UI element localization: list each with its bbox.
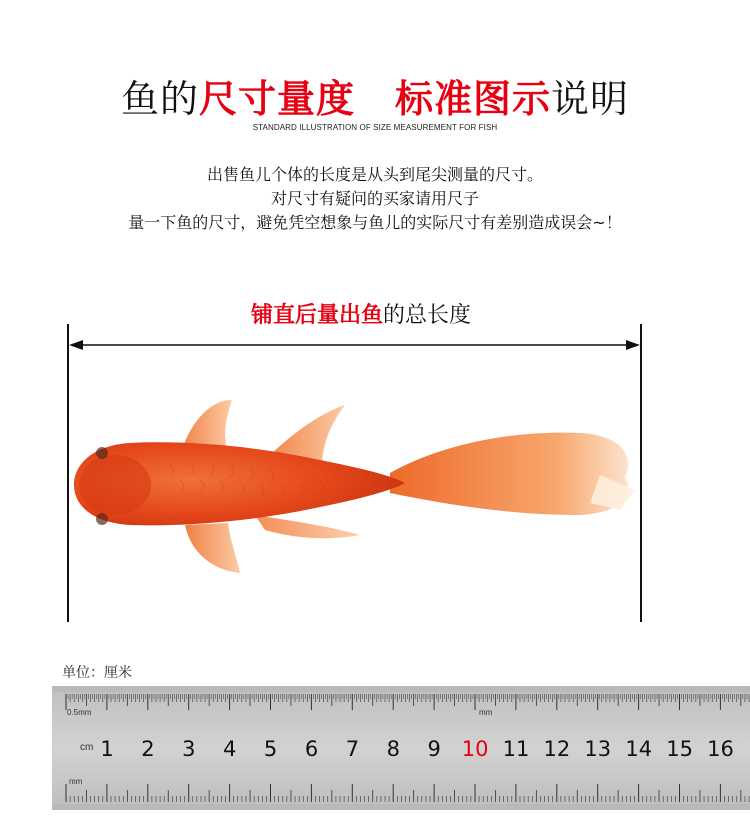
- ruler-cm-label: cm: [80, 742, 94, 753]
- ruler-number: 10: [461, 737, 489, 761]
- ruler-number: 6: [304, 737, 319, 761]
- ruler-number: 2: [141, 737, 155, 761]
- ruler-number: 9: [427, 737, 441, 761]
- ruler-number: 1: [100, 737, 114, 761]
- description-line-1: 出售鱼儿个体的长度是从头到尾尖测量的尺寸。: [206, 165, 543, 184]
- fish-photo: [60, 385, 650, 585]
- ruler-number: 15: [666, 737, 693, 761]
- ruler-number: 4: [223, 737, 237, 761]
- page-title: [0, 68, 750, 123]
- title-part-1: 鱼的: [120, 77, 199, 121]
- ruler-number: 16: [707, 737, 734, 761]
- double-arrow-icon: [67, 336, 642, 354]
- ruler-number: 7: [345, 737, 360, 761]
- ruler-number: 14: [625, 737, 653, 761]
- description-line-3: 量一下鱼的尺寸，避免凭空想象与鱼儿的实际尺寸有差别造成误会~！: [128, 213, 622, 232]
- title-part-2: 尺寸量度: [198, 77, 355, 121]
- unit-label: 单位：厘米: [62, 665, 132, 681]
- ruler-scale: [52, 686, 750, 810]
- ruler-number: 13: [584, 737, 612, 761]
- ruler-mm-label-top: mm: [479, 708, 493, 717]
- description-line-2: 对尺寸有疑问的买家请用尺子: [270, 189, 479, 208]
- title-part-4: 说明: [551, 77, 630, 121]
- ruler-mm-label-bottom: mm: [69, 777, 83, 786]
- ruler-number: 5: [263, 737, 278, 761]
- measure-label-rest: 的总长度: [383, 303, 472, 328]
- ruler-number: 3: [182, 737, 196, 761]
- title-part-3: 标准图示: [395, 77, 552, 121]
- ruler-number: 12: [543, 737, 571, 761]
- measure-label-highlight: 铺直后量出鱼: [250, 303, 383, 328]
- ruler-number: 8: [386, 737, 400, 761]
- ruler-band: [52, 804, 750, 810]
- ruler-half-mm-label: 0.5mm: [67, 708, 92, 717]
- ruler: [52, 686, 750, 810]
- ruler-band: [52, 686, 750, 692]
- measure-label: [0, 298, 722, 329]
- ruler-number: 11: [502, 737, 530, 761]
- subtitle: STANDARD ILLUSTRATION OF SIZE MEASUREMENT FOR FISH: [252, 123, 498, 132]
